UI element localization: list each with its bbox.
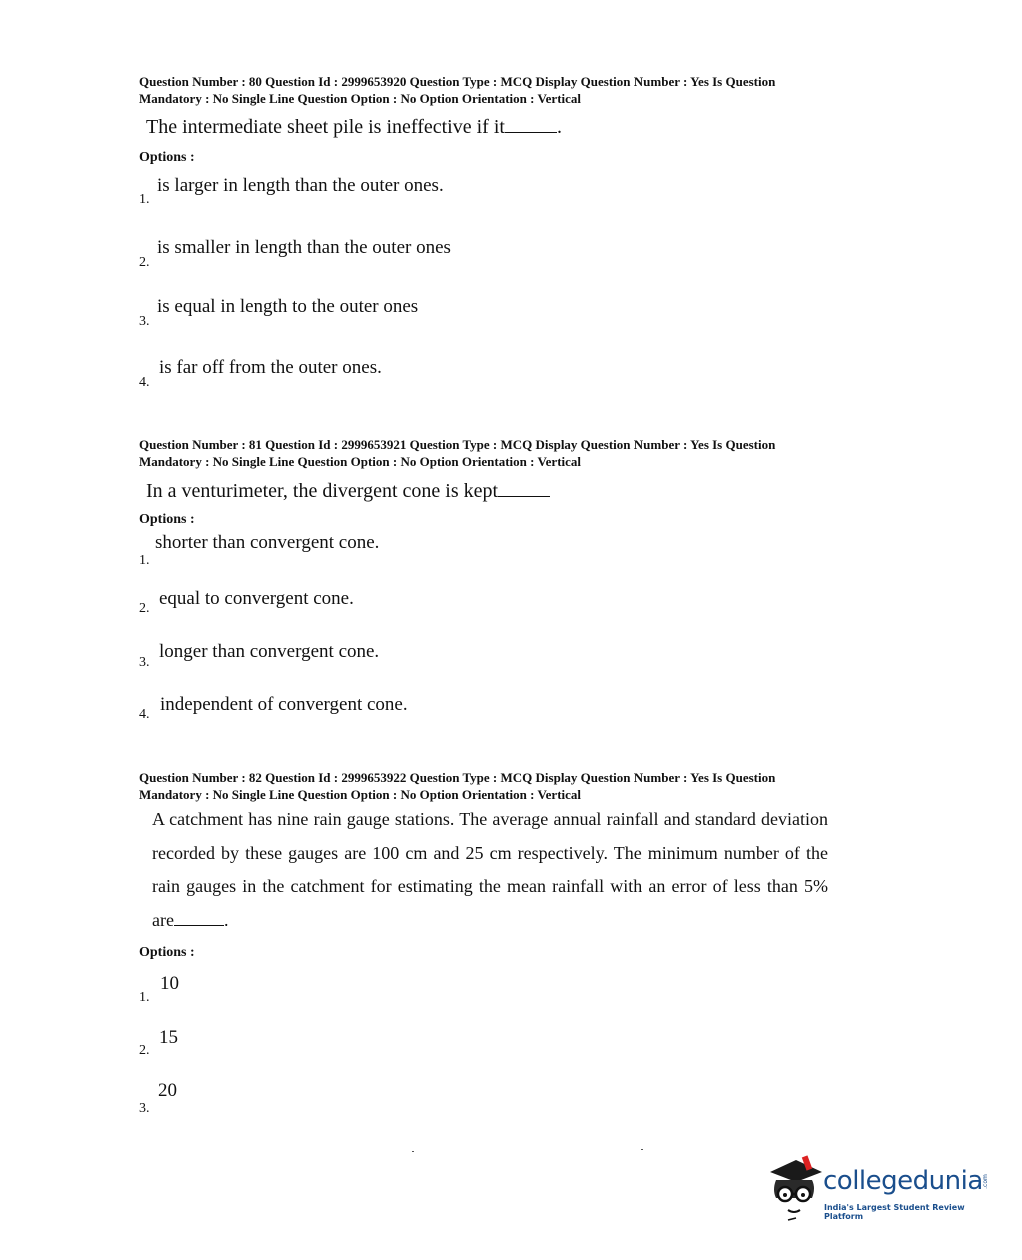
mascot-icon bbox=[766, 1154, 824, 1226]
option-text: 10 bbox=[160, 973, 179, 994]
question-82-meta bbox=[139, 769, 899, 803]
option-text: 15 bbox=[159, 1027, 178, 1048]
question-meta-line1: Question Number : 81 Question Id : 2999653921 Question Type : MCQ Display Question Number : Yes Is Question bbox=[139, 437, 776, 452]
option-text: is larger in length than the outer ones. bbox=[157, 175, 444, 196]
answer-blank bbox=[498, 480, 550, 497]
option-number: 1. bbox=[139, 192, 150, 207]
option-text: independent of convergent cone. bbox=[160, 694, 408, 715]
question-meta-line1: Question Number : 82 Question Id : 2999653922 Question Type : MCQ Display Question Number : Yes Is Question bbox=[139, 770, 776, 785]
option-number: 3. bbox=[139, 1101, 150, 1116]
option-number: 3. bbox=[139, 314, 150, 329]
option-text: equal to convergent cone. bbox=[159, 588, 354, 609]
question-meta-line2: Mandatory : No Single Line Question Option : No Option Orientation : Vertical bbox=[139, 91, 582, 106]
collegedunia-logo[interactable] bbox=[766, 1154, 996, 1226]
scan-mark bbox=[412, 1151, 414, 1152]
option-number: 1. bbox=[139, 553, 150, 568]
option-text: is smaller in length than the outer ones bbox=[157, 237, 451, 258]
option-number: 2. bbox=[139, 255, 150, 270]
scan-mark bbox=[641, 1149, 643, 1150]
logo-tagline: India's Largest Student Review Platform bbox=[824, 1203, 965, 1221]
option-number: 4. bbox=[139, 375, 150, 390]
option-text: 20 bbox=[158, 1080, 177, 1101]
question-81-text bbox=[146, 479, 550, 503]
option-number: 4. bbox=[139, 707, 150, 722]
question-meta-line1: Question Number : 80 Question Id : 2999653920 Question Type : MCQ Display Question Number : Yes Is Question bbox=[139, 74, 776, 89]
logo-wordmark: collegedunia bbox=[823, 1166, 983, 1196]
question-meta-line2: Mandatory : No Single Line Question Option : No Option Orientation : Vertical bbox=[139, 454, 582, 469]
options-label: Options : bbox=[139, 945, 195, 960]
option-number: 2. bbox=[139, 601, 150, 616]
options-label: Options : bbox=[139, 512, 195, 527]
logo-suffix: .com bbox=[981, 1174, 989, 1189]
question-text-end: . bbox=[556, 116, 562, 138]
question-81-meta bbox=[139, 436, 899, 470]
answer-blank bbox=[505, 116, 557, 133]
option-number: 1. bbox=[139, 990, 150, 1005]
option-number: 2. bbox=[139, 1043, 150, 1058]
question-meta-line2: Mandatory : No Single Line Question Option : No Option Orientation : Vertical bbox=[139, 787, 582, 802]
options-label: Options : bbox=[139, 150, 195, 165]
option-text: is equal in length to the outer ones bbox=[157, 296, 419, 317]
question-text-end: . bbox=[223, 909, 229, 930]
option-text: shorter than convergent cone. bbox=[155, 532, 380, 553]
question-80-meta bbox=[139, 73, 899, 107]
question-80-text bbox=[146, 115, 562, 139]
question-text: A catchment has nine rain gauge stations. The average annual rainfall and standard deviation recorded by these gauges are 100 cm and 25 cm respectively. The minimum number of the rain gauges in the catchment for estimating the mean rainfall with an error of less than 5% are bbox=[152, 809, 828, 930]
question-text: The intermediate sheet pile is ineffective if it bbox=[146, 116, 505, 138]
question-text: In a venturimeter, the divergent cone is kept bbox=[146, 480, 499, 502]
option-text: is far off from the outer ones. bbox=[159, 357, 382, 378]
question-82-text bbox=[152, 803, 828, 937]
option-number: 3. bbox=[139, 655, 150, 670]
answer-blank bbox=[174, 909, 224, 926]
option-text: longer than convergent cone. bbox=[159, 641, 380, 662]
